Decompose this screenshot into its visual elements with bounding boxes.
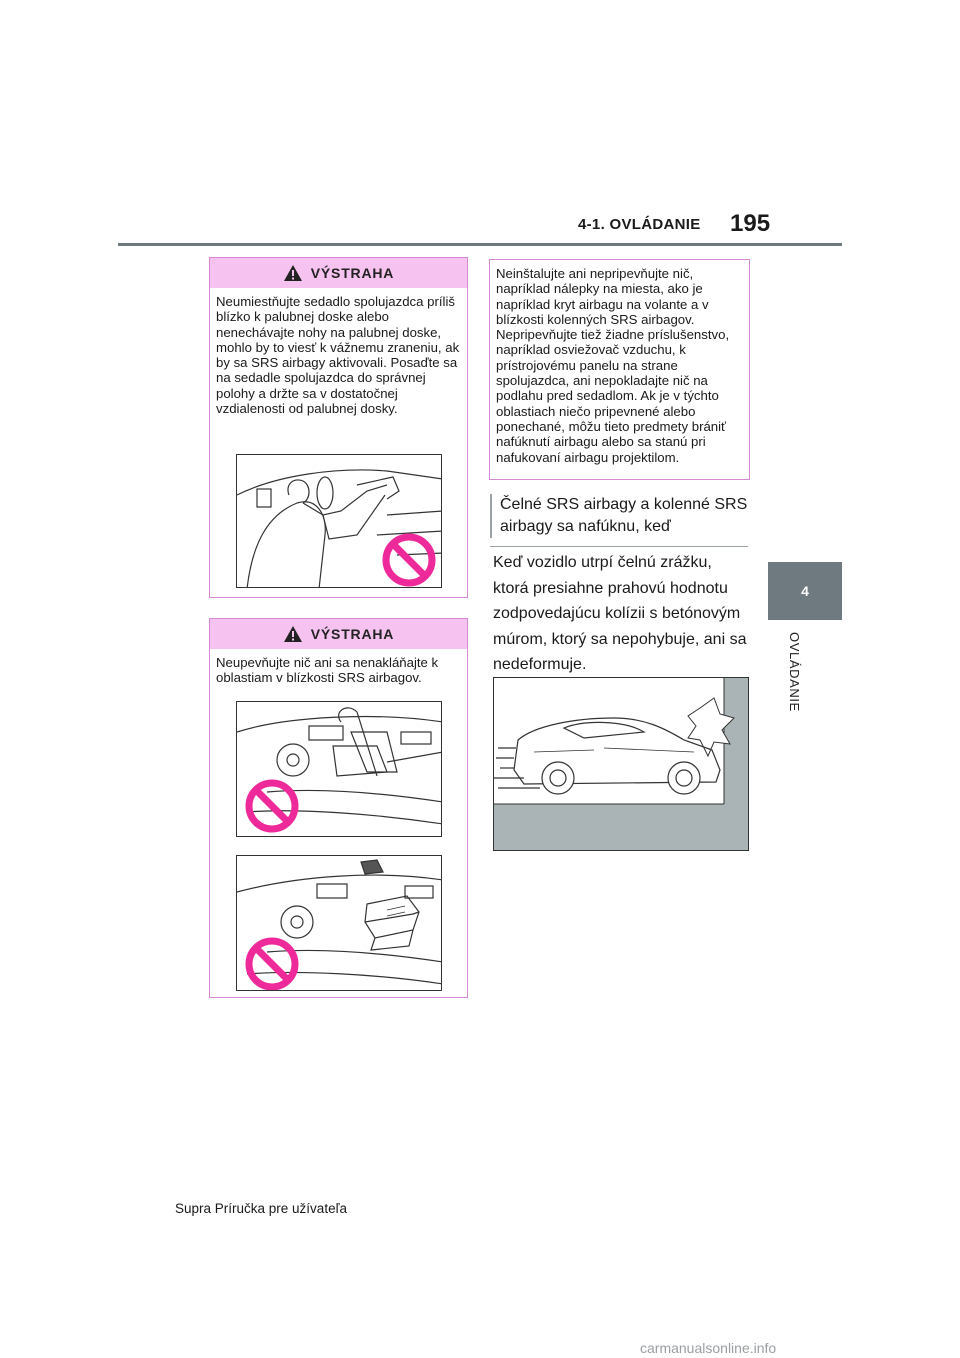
chapter-label (782, 632, 808, 722)
chapter-label-text: OVLÁDANIE (787, 632, 802, 712)
illustration-umbrella-dashboard (236, 701, 442, 837)
warning-header (210, 619, 467, 649)
note-text: Neinštalujte ani nepripevňujte nič, napríklad nálepky na miesta, ako je napríklad kryt airbagu na volante a v blízkosti kolenných SRS airbagov. Nepripevňujte tiež žiadne príslušenstvo, napríklad osviežovač vzduchu, k prístrojovému panelu na strane spolujazdca, ani nepokladajte nič na podlahu pred sedadlom. Ak je v týchto oblastiach niečo pripevnené alebo ponechané, môžu tieto predmety brániť nafúknutí airbagu alebo sa stanú pri nafukovaní airbagu projektilom. (496, 266, 730, 465)
illustration-box-dashboard (236, 855, 442, 991)
illustration-frontal-collision (493, 677, 749, 851)
umbrella-on-console-image (237, 702, 442, 837)
note-box (489, 259, 750, 480)
section-title: 4-1. OVLÁDANIE (578, 216, 701, 233)
footer-manual-title: Supra Príručka pre užívateľa (175, 1201, 348, 1216)
chapter-number: 4 (801, 583, 809, 599)
subsection-heading: Čelné SRS airbagy a kolenné SRS airbagy sa nafúknu, keď (490, 494, 758, 538)
box-on-dashboard-image (237, 856, 442, 991)
warning-text: Neumiestňujte sedadlo spolujazdca príliš blízko k palubnej doske alebo nenechávajte nohy na palubnej doske, mohlo by to viesť k vážnemu zraneniu, ak by sa SRS airbagy aktivovali. Posaďte sa na sedadle spolujazdca do správnej polohy a držte sa v dostatočnej vzdialenosti od palubnej dosky. (216, 294, 460, 417)
header-rule (118, 243, 842, 246)
illustration-feet-on-dashboard (236, 454, 442, 588)
chapter-tab[interactable] (768, 562, 842, 620)
warning-triangle-icon (283, 264, 303, 282)
warning-header (210, 258, 467, 288)
subsection-rule (490, 546, 748, 547)
warning-triangle-icon (283, 625, 303, 643)
page-number: 195 (730, 210, 771, 237)
watermark: carmanualsonline.info (640, 1340, 777, 1356)
prohibition-sign-icon (386, 537, 432, 583)
warning-title: VÝSTRAHA (310, 626, 395, 642)
passenger-feet-dashboard-image (237, 455, 442, 588)
warning-title: VÝSTRAHA (310, 265, 395, 281)
warning-text: Neupevňujte nič ani sa nenakláňajte k oblastiam v blízkosti SRS airbagov. (216, 655, 439, 686)
car-hitting-wall-image (494, 678, 749, 851)
subsection-body: Keď vozidlo utrpí čelnú zrážku, ktorá presiahne prahovú hodnotu zodpovedajúcu kolízii s betónovým múrom, ktorý sa nepohybuje, ani sa nedeformuje. (493, 554, 747, 673)
prohibition-sign-icon (249, 941, 295, 987)
prohibition-sign-icon (249, 783, 295, 829)
